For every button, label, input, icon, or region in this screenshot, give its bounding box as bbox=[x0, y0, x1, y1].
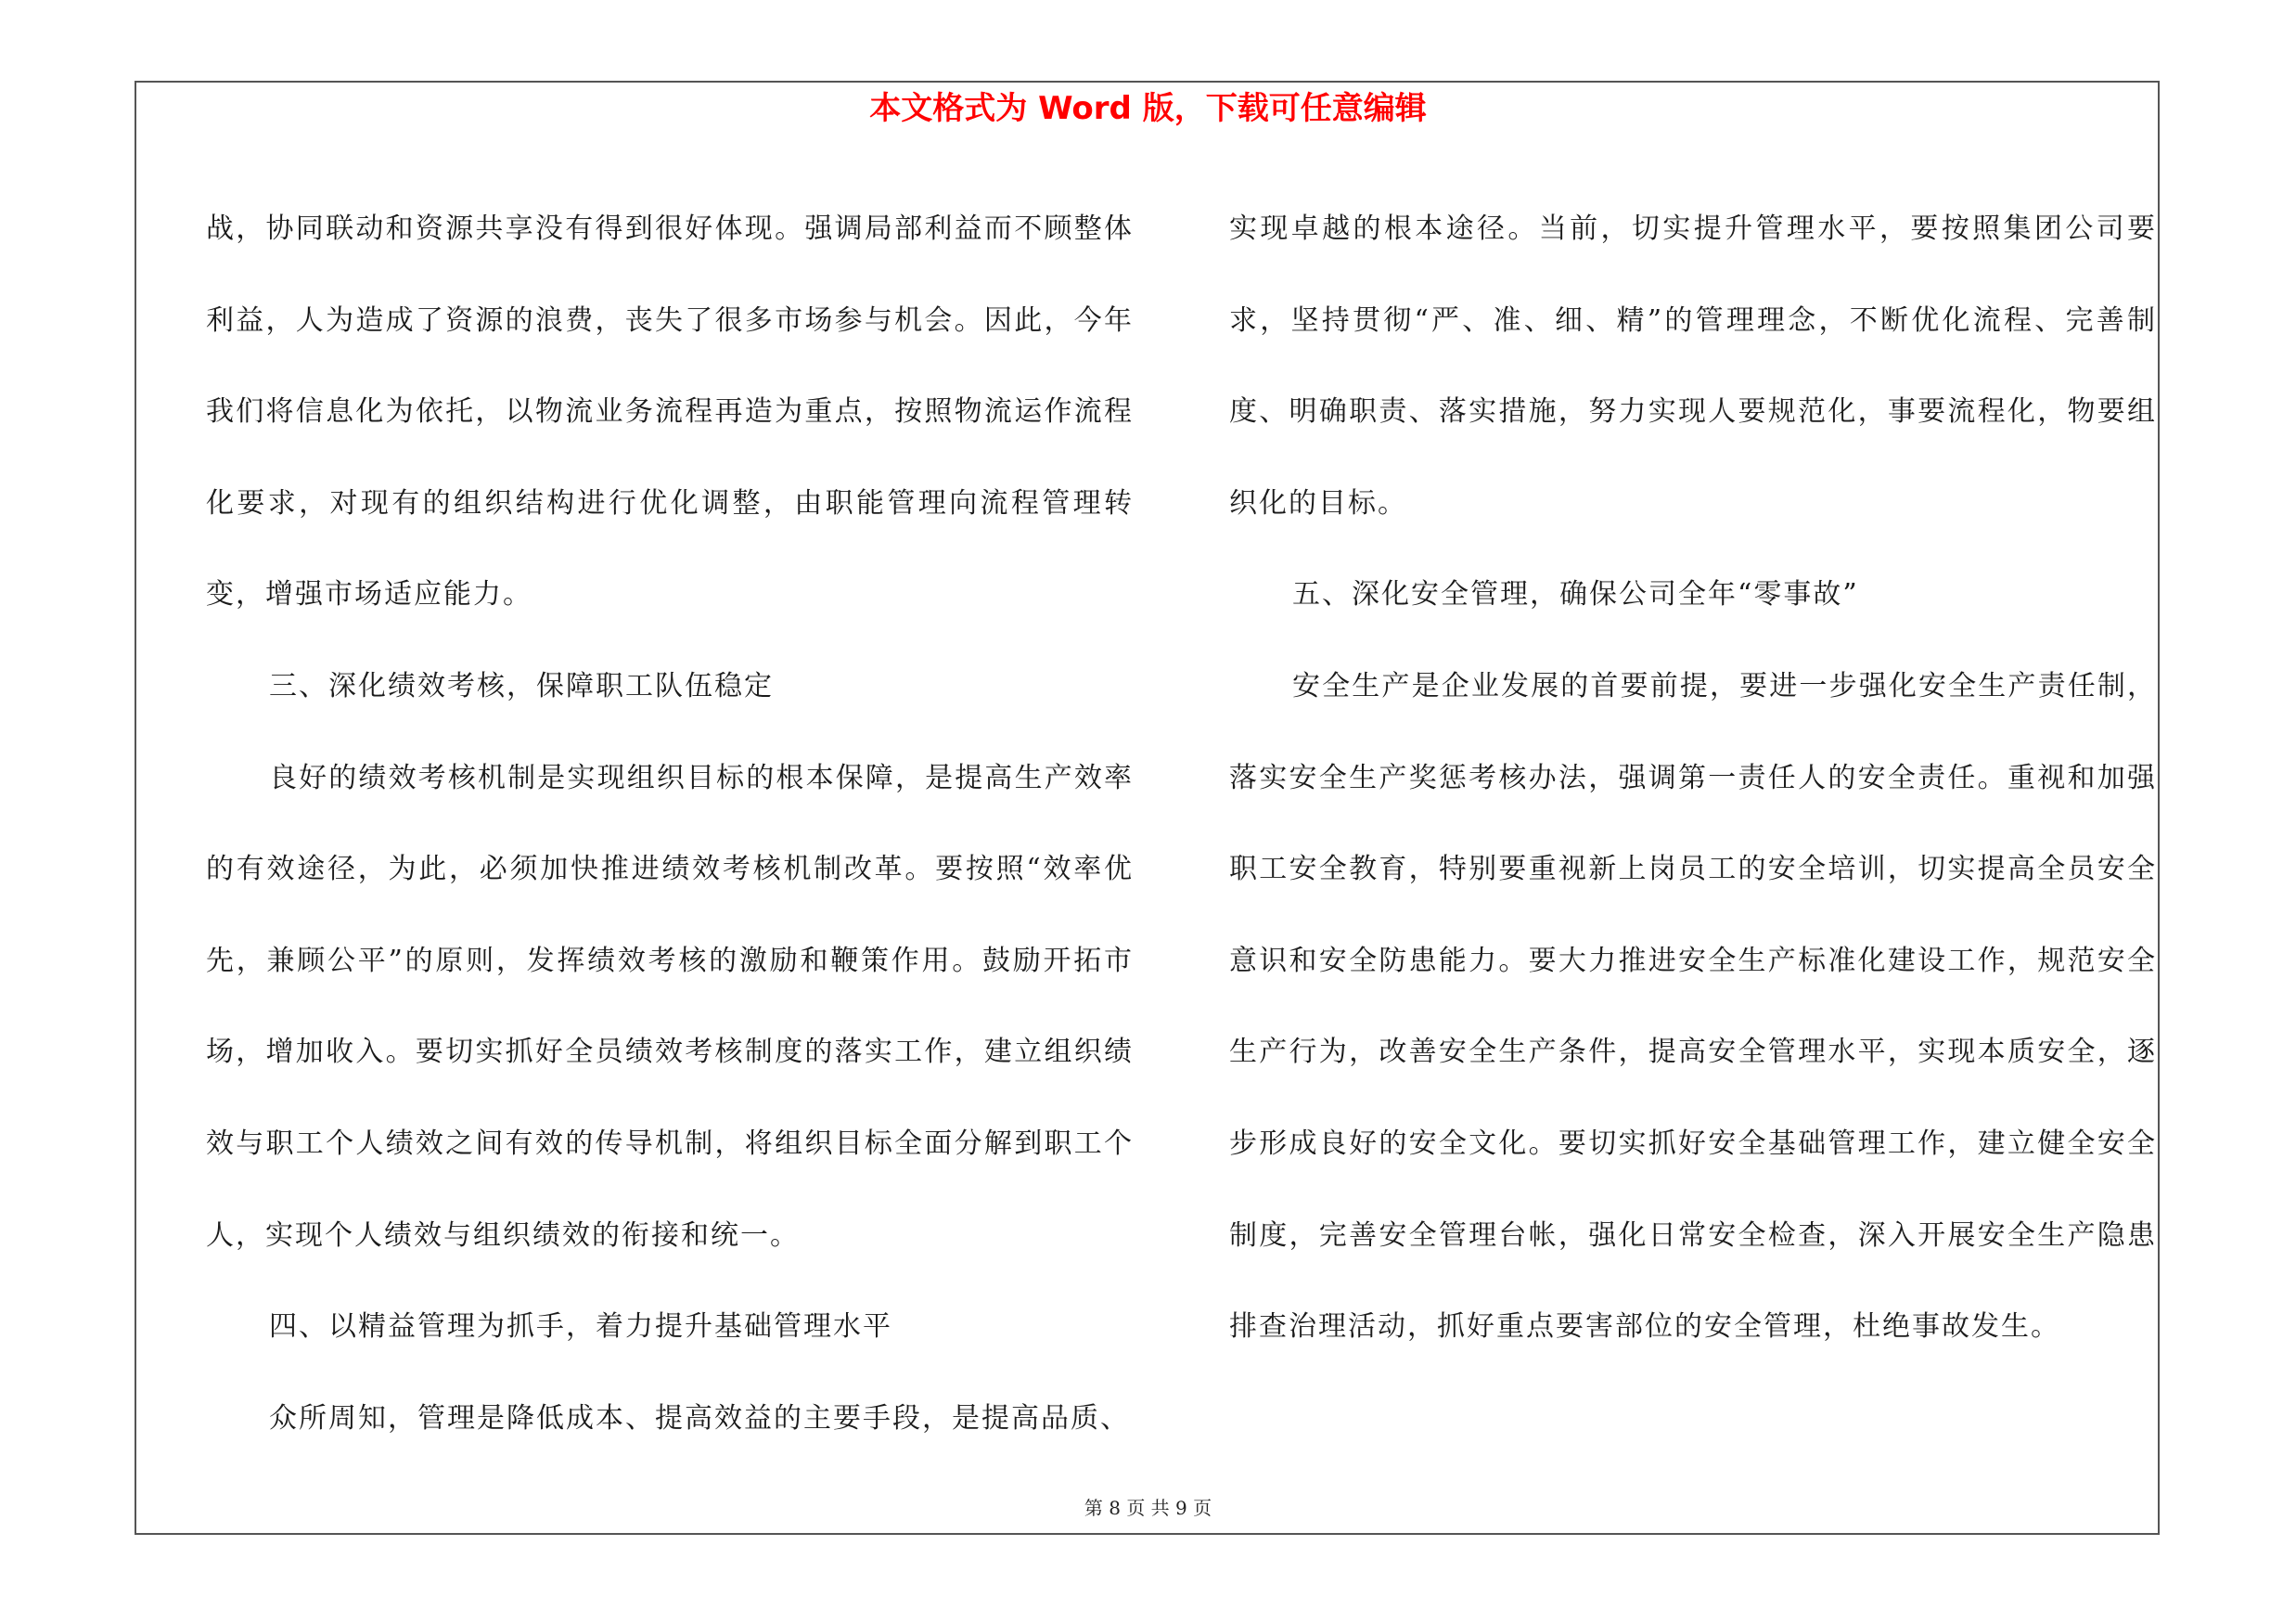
page-number: 第 8 页 共 9 页 bbox=[1084, 1497, 1212, 1519]
paragraph-performance: 良好的绩效考核机制是实现组织目标的根本保障，是提高生产效率的有效途径，为此，必须加快推进绩效考核机制改革。要按照“效率优先，兼顾公平”的原则，发挥绩效考核的激励和鞭策作用。鼓励开拓市场，增加收入。要切实抓好全员绩效考核制度的落实工作，建立组织绩效与职工个人绩效之间有效的传导机制，将组织目标全面分解到职工个人，实现个人绩效与组织绩效的衔接和统一。 bbox=[206, 761, 1134, 1252]
paragraph-continuation: 战，协同联动和资源共享没有得到很好体现。强调局部利益而不顾整体利益，人为造成了资源的浪费，丧失了很多市场参与机会。因此，今年我们将信息化为依托，以物流业务流程再造为重点，按照物流运作流程化要求，对现有的组织结构进行优化调整，由职能管理向流程管理转变，增强市场适应能力。 bbox=[206, 213, 1134, 612]
right-column bbox=[1229, 184, 2157, 1373]
section-heading-4: 四、以精益管理为抓手，着力提升基础管理水平 bbox=[269, 1310, 892, 1344]
paragraph-lean-management: 众所周知，管理是降低成本、提高效益的主要手段，是提高品质、 bbox=[269, 1401, 1130, 1435]
document-banner: 本文格式为 Word 版，下载可任意编辑 bbox=[869, 90, 1427, 127]
paragraph-continuation: 实现卓越的根本途径。当前，切实提升管理水平，要按照集团公司要求，坚持贯彻“严、准、细、精”的管理理念，不断优化流程、完善制度、明确职责、落实措施，努力实现人要规范化，事要流程化，物要组织化的目标。 bbox=[1229, 213, 2157, 520]
paragraph-safety: 安全生产是企业发展的首要前提，要进一步强化安全生产责任制，落实安全生产奖惩考核办法，强调第一责任人的安全责任。重视和加强职工安全教育，特别要重视新上岗员工的安全培训，切实提高全员安全意识和安全防患能力。要大力推进安全生产标准化建设工作，规范安全生产行为，改善安全生产条件，提高安全管理水平，实现本质安全，逐步形成良好的安全文化。要切实抓好安全基础管理工作，建立健全安全制度，完善安全管理台帐，强化日常安全检查，深入开展安全生产隐患排查治理活动，抓好重点要害部位的安全管理，杜绝事故发生。 bbox=[1229, 669, 2157, 1344]
left-column bbox=[206, 184, 1134, 1464]
section-heading-5: 五、深化安全管理，确保公司全年“零事故” bbox=[1292, 578, 1859, 612]
section-heading-3: 三、深化绩效考核，保障职工队伍稳定 bbox=[269, 669, 774, 702]
